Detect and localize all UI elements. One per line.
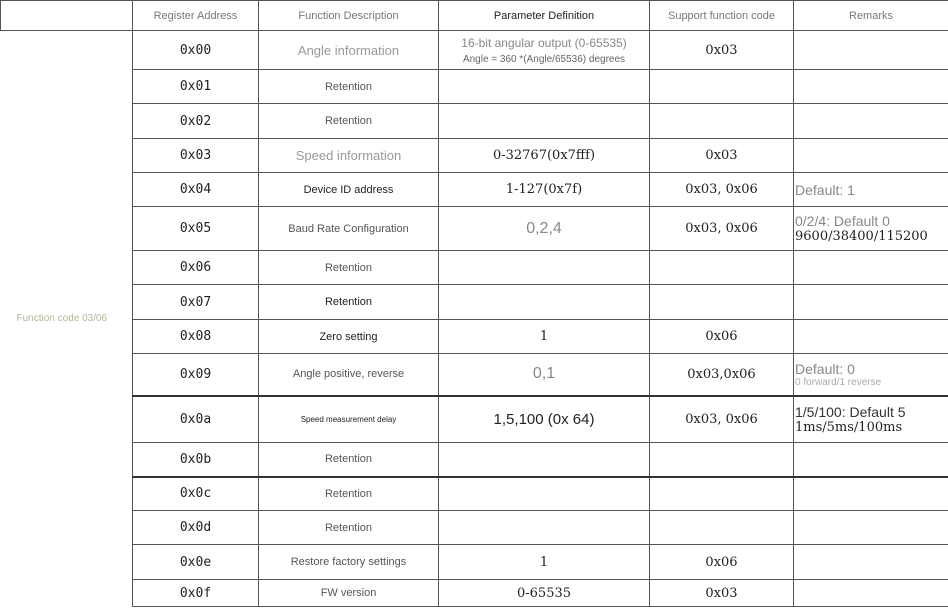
register-address: 0x0a: [133, 396, 259, 443]
support-function-code: 0x06: [650, 545, 794, 580]
remarks: [794, 251, 948, 285]
remark-line-1: Default: 1: [795, 181, 855, 198]
support-function-code: [650, 251, 794, 285]
group-label: Function code 03/06: [1, 31, 133, 607]
register-address: 0x06: [133, 251, 259, 285]
remarks: [794, 139, 948, 173]
header-parameter-definition: Parameter Definition: [439, 1, 650, 31]
remarks: [794, 70, 948, 104]
parameter-definition: 0-65535: [439, 580, 650, 607]
remarks: [794, 31, 948, 70]
register-address: 0x0b: [133, 443, 259, 477]
register-address: 0x07: [133, 285, 259, 320]
remarks: [794, 511, 948, 545]
function-description: Speed measurement delay: [259, 396, 439, 443]
parameter-line-1: 16-bit angular output (0-65535): [461, 35, 627, 50]
parameter-definition: 1,5,100 (0x 64): [439, 396, 650, 443]
support-function-code: 0x03, 0x06: [650, 173, 794, 207]
remark-line-2: 1ms/5ms/100ms: [795, 419, 903, 435]
register-address: 0x0d: [133, 511, 259, 545]
parameter-definition: [439, 31, 650, 70]
function-description: Restore factory settings: [259, 545, 439, 580]
header-remarks: Remarks: [794, 1, 948, 31]
parameter-definition: 0,2,4: [439, 207, 650, 251]
register-address: 0x08: [133, 320, 259, 354]
support-function-code: 0x03, 0x06: [650, 396, 794, 443]
table-row: [1, 251, 948, 285]
function-description: Device ID address: [259, 173, 439, 207]
table-row: [1, 320, 948, 354]
table-row: [1, 545, 948, 580]
support-function-code: 0x03,0x06: [650, 354, 794, 396]
register-address: 0x05: [133, 207, 259, 251]
support-function-code: [650, 104, 794, 139]
remark-line-1: 1/5/100: Default 5: [795, 403, 906, 420]
function-description: Retention: [259, 70, 439, 104]
table-row: [1, 443, 948, 477]
table-row: [1, 104, 948, 139]
support-function-code: [650, 443, 794, 477]
remark-line-2: 0 forward/1 reverse: [795, 376, 882, 388]
table-row: [1, 207, 948, 251]
register-address: 0x0f: [133, 580, 259, 607]
function-description: Angle positive, reverse: [259, 354, 439, 396]
support-function-code: [650, 477, 794, 511]
register-address: 0x00: [133, 31, 259, 70]
support-function-code: 0x03: [650, 139, 794, 173]
header-register-address: Register Address: [133, 1, 259, 31]
header-support-function-code: Support function code: [650, 1, 794, 31]
parameter-definition: 1: [439, 320, 650, 354]
remarks: [794, 580, 948, 607]
function-description: Retention: [259, 285, 439, 320]
remark-line-2: 9600/38400/115200: [795, 229, 928, 244]
remarks: [794, 477, 948, 511]
remarks: [794, 104, 948, 139]
register-address: 0x03: [133, 139, 259, 173]
remark-line-1: Default: 0: [795, 360, 855, 377]
parameter-definition: [439, 511, 650, 545]
header-row: [1, 1, 948, 31]
parameter-definition: [439, 251, 650, 285]
register-address: 0x04: [133, 173, 259, 207]
parameter-definition: [439, 477, 650, 511]
support-function-code: [650, 285, 794, 320]
function-description: Zero setting: [259, 320, 439, 354]
table-row: [1, 285, 948, 320]
register-address: 0x0c: [133, 477, 259, 511]
parameter-line-2: Angle = 360 *(Angle/65536) degrees: [462, 53, 626, 65]
register-address: 0x09: [133, 354, 259, 396]
table-row: [1, 511, 948, 545]
register-address: 0x01: [133, 70, 259, 104]
parameter-definition: 0,1: [439, 354, 650, 396]
function-description: Speed information: [259, 139, 439, 173]
group-header-cell: [1, 1, 133, 31]
remark-line-1: 0/2/4: Default 0: [795, 213, 890, 229]
function-description: Angle information: [259, 31, 439, 70]
support-function-code: [650, 70, 794, 104]
table-row: [1, 396, 948, 443]
remarks: [794, 354, 948, 396]
table-row: [1, 580, 948, 607]
table-row: [1, 173, 948, 207]
table-row: [1, 354, 948, 396]
function-description: Retention: [259, 104, 439, 139]
function-description: Retention: [259, 251, 439, 285]
parameter-definition: 1-127(0x7f): [439, 173, 650, 207]
parameter-definition: 0-32767(0x7fff): [439, 139, 650, 173]
header-function-description: Function Description: [259, 1, 439, 31]
parameter-definition: [439, 443, 650, 477]
register-address: 0x0e: [133, 545, 259, 580]
function-description: Retention: [259, 443, 439, 477]
table-row: [1, 31, 948, 70]
function-description: Baud Rate Configuration: [259, 207, 439, 251]
remarks: [794, 285, 948, 320]
table-row: [1, 70, 948, 104]
support-function-code: 0x03: [650, 580, 794, 607]
remarks: [794, 173, 948, 207]
table-row: [1, 477, 948, 511]
remarks: [794, 443, 948, 477]
parameter-definition: [439, 70, 650, 104]
function-description: Retention: [259, 511, 439, 545]
support-function-code: 0x03, 0x06: [650, 207, 794, 251]
parameter-definition: [439, 285, 650, 320]
function-description: FW version: [259, 580, 439, 607]
support-function-code: 0x06: [650, 320, 794, 354]
table-row: [1, 139, 948, 173]
support-function-code: [650, 511, 794, 545]
function-description: Retention: [259, 477, 439, 511]
remarks: [794, 396, 948, 443]
remarks: [794, 207, 948, 251]
support-function-code: 0x03: [650, 31, 794, 70]
register-address: 0x02: [133, 104, 259, 139]
remarks: [794, 545, 948, 580]
parameter-definition: 1: [439, 545, 650, 580]
parameter-definition: [439, 104, 650, 139]
remarks: [794, 320, 948, 354]
